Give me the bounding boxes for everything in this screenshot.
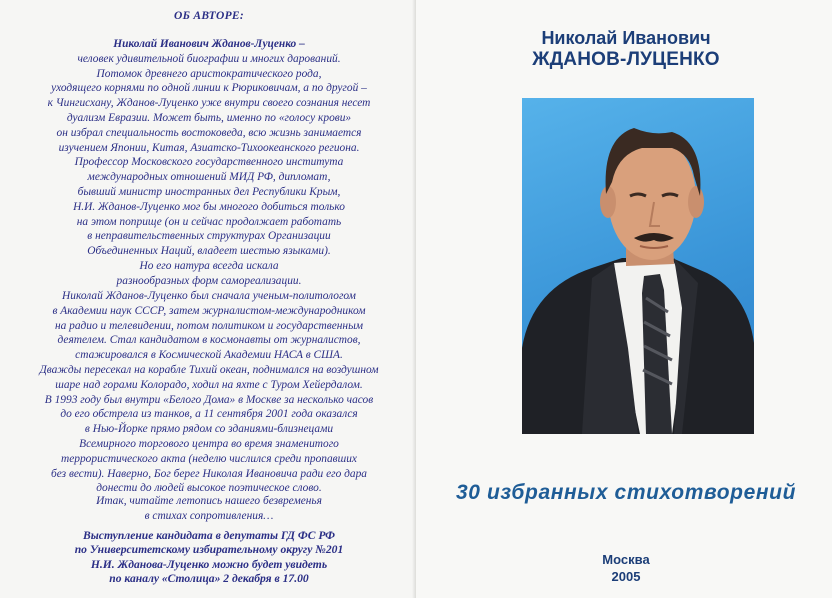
text-line: Потомок древнего аристократического рода,	[96, 67, 322, 80]
author-last-name: ЖДАНОВ-ЛУЦЕНКО	[532, 49, 720, 70]
text-line: Дважды пересекал на корабле Тихий океан, поднимался на воздушном	[39, 363, 379, 376]
text-line: бывший министр иностранных дел Республики Крым,	[77, 185, 341, 198]
book-title: 30 избранных стихотворений	[455, 481, 797, 504]
bio-paragraph-2	[14, 289, 404, 496]
text-line: в Академии наук СССР, затем журналистом-международником	[52, 304, 366, 317]
text-line: по Университетскому избирательному округу №201	[74, 543, 344, 557]
text-line: уходящего корнями по одной линии к Рюриковичам, а по другой –	[51, 82, 367, 95]
text-line: без вести). Наверно, Бог берег Николая Ивановича ради его дара	[51, 467, 367, 480]
text-line: Николай Жданов-Луценко был сначала ученым-политологом	[62, 290, 356, 302]
text-line: международных отношений МИД РФ, дипломат,	[87, 171, 331, 184]
broadcast-announcement	[14, 529, 404, 587]
text-line: Н.И. Жданова-Луценко можно будет увидеть	[90, 557, 328, 571]
text-line: террористического акта (неделю числился среди пропавших	[61, 452, 357, 465]
bio-paragraph-3	[14, 494, 404, 524]
text-line: деятелем. Стал кандидатом в космонавты от журналистов,	[57, 334, 361, 347]
portrait-illustration	[522, 98, 754, 434]
text-line: Объединенных Наций, владеет шестью языками).	[87, 245, 331, 258]
text-line: на радио и телевидении, потом политиком и государственным	[54, 319, 364, 332]
text-line: до его обстрела из танков, а 11 сентября 2001 года оказался	[60, 408, 358, 421]
text-line: в Нью-Йорке прямо рядом со зданиями-близнецами	[84, 423, 334, 436]
text-line: Всемирного торгового центра во время знаменитого	[79, 437, 339, 450]
text-line: дуализм Евразии. Может быть, именно по «голосу крови»	[66, 111, 352, 124]
text-line: Но его натура всегда искала	[139, 259, 279, 272]
text-line: шаре над горами Колорадо, ходил на яхте с Туром Хейердалом.	[55, 378, 363, 391]
text-line: донести до людей высокое поэтическое слово.	[96, 482, 322, 495]
text-line: по каналу «Столица» 2 декабря в 17.00	[109, 572, 309, 586]
publication-year: 2005	[611, 569, 641, 584]
text-line: разнообразных форм самореализации.	[116, 274, 302, 287]
text-line: он избрал специальность востоковеда, всю жизнь занимается	[56, 126, 362, 139]
publication-city: Москва	[602, 552, 650, 567]
author-portrait	[522, 98, 754, 434]
text-line: Профессор Московского государственного института	[74, 156, 344, 169]
text-line: Н.И. Жданов-Луценко мог бы многого добиться только	[73, 200, 345, 213]
text-line: Николай Иванович Жданов-Луценко –	[113, 38, 305, 50]
text-line: в неправительственных структурах Организации	[87, 230, 331, 243]
text-line: Итак, читайте летопись нашего безвременья	[96, 495, 322, 507]
about-author-heading: ОБ АВТОРЕ:	[173, 10, 245, 22]
text-line: изучением Японии, Китая, Азиатско-Тихоокеанского региона.	[58, 141, 360, 154]
text-line: на этом поприще (он и сейчас продолжает работать	[76, 215, 342, 228]
text-line: В 1993 году был внутри «Белого Дома» в Москве за несколько часов	[44, 393, 374, 406]
bio-paragraph-1	[14, 37, 404, 289]
text-line: человек удивительной биографии и многих дарований.	[77, 52, 341, 65]
text-line: стажировался в Космической Академии НАСА в США.	[75, 349, 343, 362]
text-line: Выступление кандидата в депутаты ГД ФС РФ	[83, 529, 335, 542]
text-line: к Чингисхану, Жданов-Луценко уже внутри своего сознания несет	[47, 97, 371, 110]
author-first-name: Николай Иванович	[541, 28, 711, 48]
text-line: в стихах сопротивления…	[144, 509, 274, 522]
